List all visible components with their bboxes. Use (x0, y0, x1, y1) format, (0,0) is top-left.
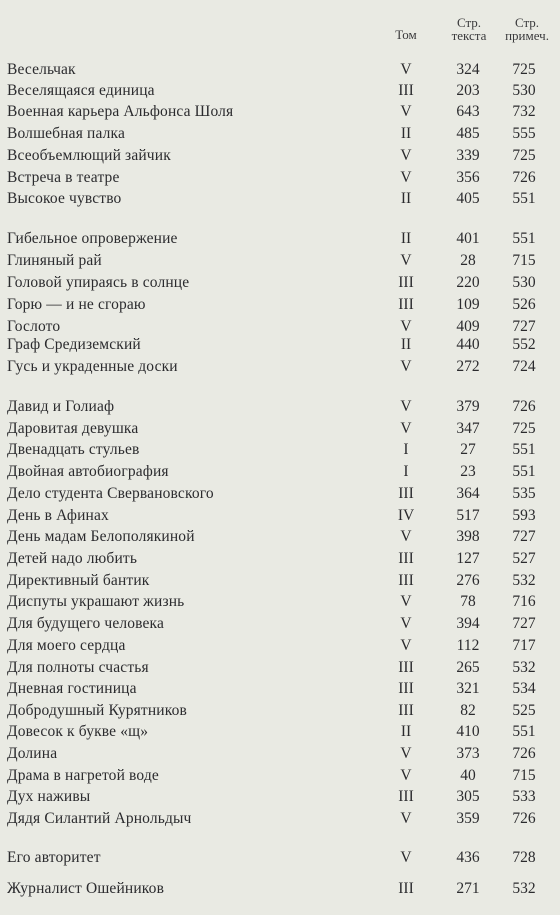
entry-note-page: 551 (512, 230, 536, 247)
header-text-page (442, 16, 496, 42)
entry-note-page: 552 (512, 336, 536, 353)
entry-title: Гослото (7, 318, 61, 335)
entry-note-page: 526 (512, 296, 536, 313)
header-note-page (498, 16, 556, 42)
index-row (0, 228, 560, 250)
entry-title: Горю — и не сгораю (7, 296, 146, 313)
index-row (0, 101, 560, 123)
index-row (0, 356, 560, 378)
entry-volume: V (400, 61, 412, 78)
entry-note-page: 527 (512, 550, 536, 567)
entry-title: Для полноты счастья (7, 659, 149, 676)
entry-note-page: 530 (512, 274, 536, 291)
index-row (0, 145, 560, 167)
entry-volume: V (400, 810, 412, 827)
entry-title: Дух наживы (7, 788, 91, 805)
entry-text-page: 28 (460, 252, 476, 269)
entry-volume: V (400, 637, 412, 654)
entry-text-page: 305 (456, 788, 480, 805)
entry-title: Довесок к букве «щ» (7, 723, 149, 740)
index-row (0, 613, 560, 635)
entry-volume: IV (397, 507, 415, 524)
entry-text-page: 112 (456, 637, 480, 654)
index-row (0, 418, 560, 440)
entry-note-page: 532 (512, 659, 536, 676)
entry-volume: V (400, 593, 412, 610)
entry-volume: V (400, 615, 412, 632)
entry-title: Даровитая девушка (7, 420, 139, 437)
entry-volume: III (398, 572, 414, 589)
entry-text-page: 272 (456, 358, 480, 375)
entry-volume: II (400, 336, 412, 353)
index-row (0, 700, 560, 722)
entry-volume: II (400, 230, 412, 247)
entry-text-page: 347 (456, 420, 480, 437)
entry-note-page: 726 (512, 745, 536, 762)
entry-text-page: 379 (456, 398, 480, 415)
entry-text-page: 394 (456, 615, 480, 632)
entry-note-page: 593 (512, 507, 536, 524)
entry-note-page: 532 (512, 880, 536, 897)
entry-text-page: 364 (456, 485, 480, 502)
entry-text-page: 23 (460, 463, 476, 480)
entry-note-page: 724 (512, 358, 536, 375)
entry-text-page: 27 (460, 441, 476, 458)
entry-text-page: 321 (456, 680, 480, 697)
entry-volume: III (398, 274, 414, 291)
entry-note-page: 533 (512, 788, 536, 805)
entry-title: День в Афинах (7, 507, 109, 524)
entry-note-page: 551 (512, 463, 536, 480)
entry-note-page: 725 (512, 61, 536, 78)
entry-title: Глиняный рай (7, 252, 102, 269)
entry-title: Дневная гостиница (7, 680, 137, 697)
entry-volume: III (398, 485, 414, 502)
entry-note-page: 530 (512, 82, 536, 99)
entry-note-page: 716 (512, 593, 536, 610)
entry-title: Весельчак (7, 61, 76, 78)
entry-note-page: 726 (512, 810, 536, 827)
entry-title: Гусь и украденные доски (7, 358, 178, 375)
index-row (0, 847, 560, 869)
entry-title: Двенадцать стульев (7, 441, 140, 458)
entry-note-page: 715 (512, 767, 536, 784)
entry-title: Военная карьера Альфонса Шоля (7, 103, 234, 120)
entry-note-page: 715 (512, 252, 536, 269)
entry-text-page: 276 (456, 572, 480, 589)
entry-text-page: 109 (456, 296, 480, 313)
index-row (0, 678, 560, 700)
entry-text-page: 220 (456, 274, 480, 291)
index-row (0, 786, 560, 808)
index-row (0, 483, 560, 505)
entry-volume: III (398, 680, 414, 697)
entry-text-page: 436 (456, 849, 480, 866)
entry-title: Головой упираясь в солнце (7, 274, 190, 291)
entry-title: Волшебная палка (7, 125, 125, 142)
entry-volume: V (400, 767, 412, 784)
index-row (0, 878, 560, 900)
entry-note-page: 732 (512, 103, 536, 120)
entry-text-page: 410 (456, 723, 480, 740)
entry-title: Долина (7, 745, 58, 762)
entry-title: Драма в нагретой воде (7, 767, 159, 784)
entry-title: Высокое чувство (7, 190, 122, 207)
entry-title: Давид и Голиаф (7, 398, 115, 415)
entry-text-page: 440 (456, 336, 480, 353)
entry-volume: V (400, 147, 412, 164)
entry-volume: V (400, 849, 412, 866)
index-row (0, 526, 560, 548)
index-row (0, 439, 560, 461)
entry-note-page: 551 (512, 723, 536, 740)
index-row (0, 808, 560, 830)
entry-text-page: 517 (456, 507, 480, 524)
entry-note-page: 727 (512, 528, 536, 545)
index-row (0, 765, 560, 787)
entry-title: Дело студента Свервановского (7, 485, 214, 502)
entry-volume: II (400, 723, 412, 740)
entry-volume: V (400, 398, 412, 415)
entry-text-page: 40 (460, 767, 476, 784)
entry-volume: II (400, 125, 412, 142)
index-row (0, 80, 560, 102)
entry-volume: V (400, 528, 412, 545)
entry-volume: III (398, 659, 414, 676)
index-row (0, 294, 560, 316)
entry-text-page: 643 (456, 103, 480, 120)
entry-text-page: 373 (456, 745, 480, 762)
index-row (0, 635, 560, 657)
entry-note-page: 525 (512, 702, 536, 719)
entry-title: Диспуты украшают жизнь (7, 593, 185, 610)
header-note-page-line2: примеч. (505, 28, 549, 43)
index-row (0, 123, 560, 145)
entry-note-page: 535 (512, 485, 536, 502)
index-row (0, 188, 560, 210)
index-row (0, 591, 560, 613)
entry-text-page: 485 (456, 125, 480, 142)
entry-volume: III (398, 880, 414, 897)
entry-volume: V (400, 169, 412, 186)
index-row (0, 505, 560, 527)
entry-volume: V (400, 252, 412, 269)
entry-note-page: 728 (512, 849, 536, 866)
entry-title: Встреча в театре (7, 169, 120, 186)
entry-text-page: 405 (456, 190, 480, 207)
entry-text-page: 401 (456, 230, 480, 247)
entry-text-page: 339 (456, 147, 480, 164)
entry-volume: V (400, 420, 412, 437)
entry-title: Веселящаяся единица (7, 82, 155, 99)
entry-title: День мадам Белополякиной (7, 528, 195, 545)
entry-title: Двойная автобиография (7, 463, 169, 480)
index-row (0, 548, 560, 570)
index-row (0, 272, 560, 294)
entry-volume: I (403, 441, 409, 458)
entry-text-page: 356 (456, 169, 480, 186)
entry-text-page: 409 (456, 318, 480, 335)
entry-note-page: 555 (512, 125, 536, 142)
index-row (0, 167, 560, 189)
entry-text-page: 127 (456, 550, 480, 567)
index-row (0, 743, 560, 765)
entry-volume: V (400, 745, 412, 762)
entry-text-page: 203 (456, 82, 480, 99)
header-volume (381, 28, 431, 41)
entry-text-page: 271 (456, 880, 480, 897)
entry-note-page: 727 (512, 318, 536, 335)
entry-volume: II (400, 190, 412, 207)
index-row (0, 396, 560, 418)
entry-text-page: 265 (456, 659, 480, 676)
entry-volume: I (403, 463, 409, 480)
entry-note-page: 725 (512, 147, 536, 164)
entry-title: Детей надо любить (7, 550, 138, 567)
entry-title: Для будущего человека (7, 615, 165, 632)
entry-note-page: 725 (512, 420, 536, 437)
entry-note-page: 532 (512, 572, 536, 589)
entry-text-page: 398 (456, 528, 480, 545)
entry-title: Журналист Ошейников (7, 880, 165, 897)
index-row (0, 570, 560, 592)
entry-volume: V (400, 358, 412, 375)
entry-volume: III (398, 702, 414, 719)
entry-title: Граф Средиземский (7, 336, 141, 353)
header-text-page-line1: Стр. (456, 15, 482, 30)
entry-title: Всеобъемлющий зайчик (7, 147, 171, 164)
entry-title: Дядя Силантий Арнольдыч (7, 810, 192, 827)
entry-volume: III (398, 550, 414, 567)
entry-title: Его авторитет (7, 849, 101, 866)
index-row (0, 721, 560, 743)
entry-note-page: 726 (512, 398, 536, 415)
entry-note-page: 726 (512, 169, 536, 186)
index-row (0, 461, 560, 483)
index-row (0, 334, 560, 356)
entry-volume: V (400, 318, 412, 335)
entry-title: Добродушный Курятников (7, 702, 187, 719)
entry-text-page: 359 (456, 810, 480, 827)
header-volume-label: Том (395, 27, 417, 42)
entry-volume: III (398, 82, 414, 99)
entry-note-page: 717 (512, 637, 536, 654)
entry-title: Гибельное опровержение (7, 230, 178, 247)
header-note-page-line1: Стр. (514, 15, 540, 30)
entry-text-page: 324 (456, 61, 480, 78)
entry-volume: III (398, 296, 414, 313)
entry-volume: III (398, 788, 414, 805)
index-row (0, 657, 560, 679)
entry-note-page: 551 (512, 190, 536, 207)
entry-note-page: 727 (512, 615, 536, 632)
index-row (0, 59, 560, 81)
entry-text-page: 78 (460, 593, 476, 610)
entry-note-page: 534 (512, 680, 536, 697)
entry-text-page: 82 (460, 702, 476, 719)
entry-title: Директивный бантик (7, 572, 150, 589)
index-row (0, 250, 560, 272)
header-text-page-line2: текста (451, 28, 487, 43)
entry-title: Для моего сердца (7, 637, 126, 654)
entry-volume: V (400, 103, 412, 120)
entry-note-page: 551 (512, 441, 536, 458)
